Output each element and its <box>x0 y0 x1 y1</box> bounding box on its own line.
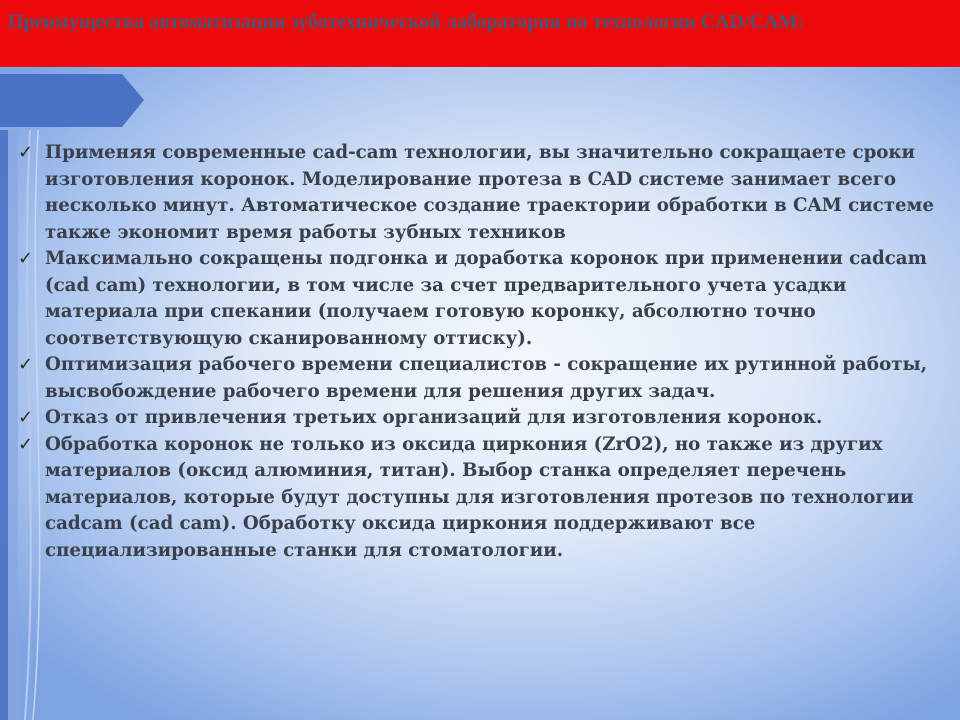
slide-title: Преимущества автоматизации зуботехнической лаборатории по технологии CAD/CAM: <box>8 11 804 33</box>
check-mark-icon: ✓ <box>18 248 34 269</box>
check-mark-icon: ✓ <box>18 142 34 163</box>
blue-tab-arrow <box>0 74 144 127</box>
list-item: ✓ Применяя современные cad-cam технологии, вы значительно сокращаете сроки изготовления коронок. Моделирование протеза в CAD системе занимает всего несколько минут. Автоматическое создание траектории обработки в CAM системе также экономит время работы зубных техников <box>18 142 934 243</box>
check-mark-icon: ✓ <box>18 407 34 428</box>
left-stripe <box>0 130 8 720</box>
check-mark-icon: ✓ <box>18 354 34 375</box>
list-item: ✓ Отказ от привлечения третьих организаций для изготовления коронок. <box>18 405 953 432</box>
check-mark-icon: ✓ <box>18 433 34 455</box>
list-item: ✓ Максимально сокращены подгонка и доработка коронок при применении cadcam (cad cam) технологии, в том числе за счет предварительного учета усадки материала при спекании (получаем готовую коронку, абсолютно точно соответствующую сканированному оттиску). <box>18 248 927 349</box>
list-item: ✓ Оптимизация рабочего времени специалистов - сокращение их рутинной работы, высвобождение рабочего времени для решения других задач. <box>18 354 928 402</box>
list-item: ✓ Обработка коронок не только из оксида циркония (ZrO2), но также из других материалов (оксид алюминия, титан). Выбор станка определяет перечень материалов, которые будут доступны для изготовления протезов по технологии cadcam (cad cam). Обработку оксида циркония поддерживают все специализированные станки для стоматологии. <box>18 433 914 561</box>
bullet-list <box>18 140 953 564</box>
left-stripe-light <box>8 130 18 720</box>
